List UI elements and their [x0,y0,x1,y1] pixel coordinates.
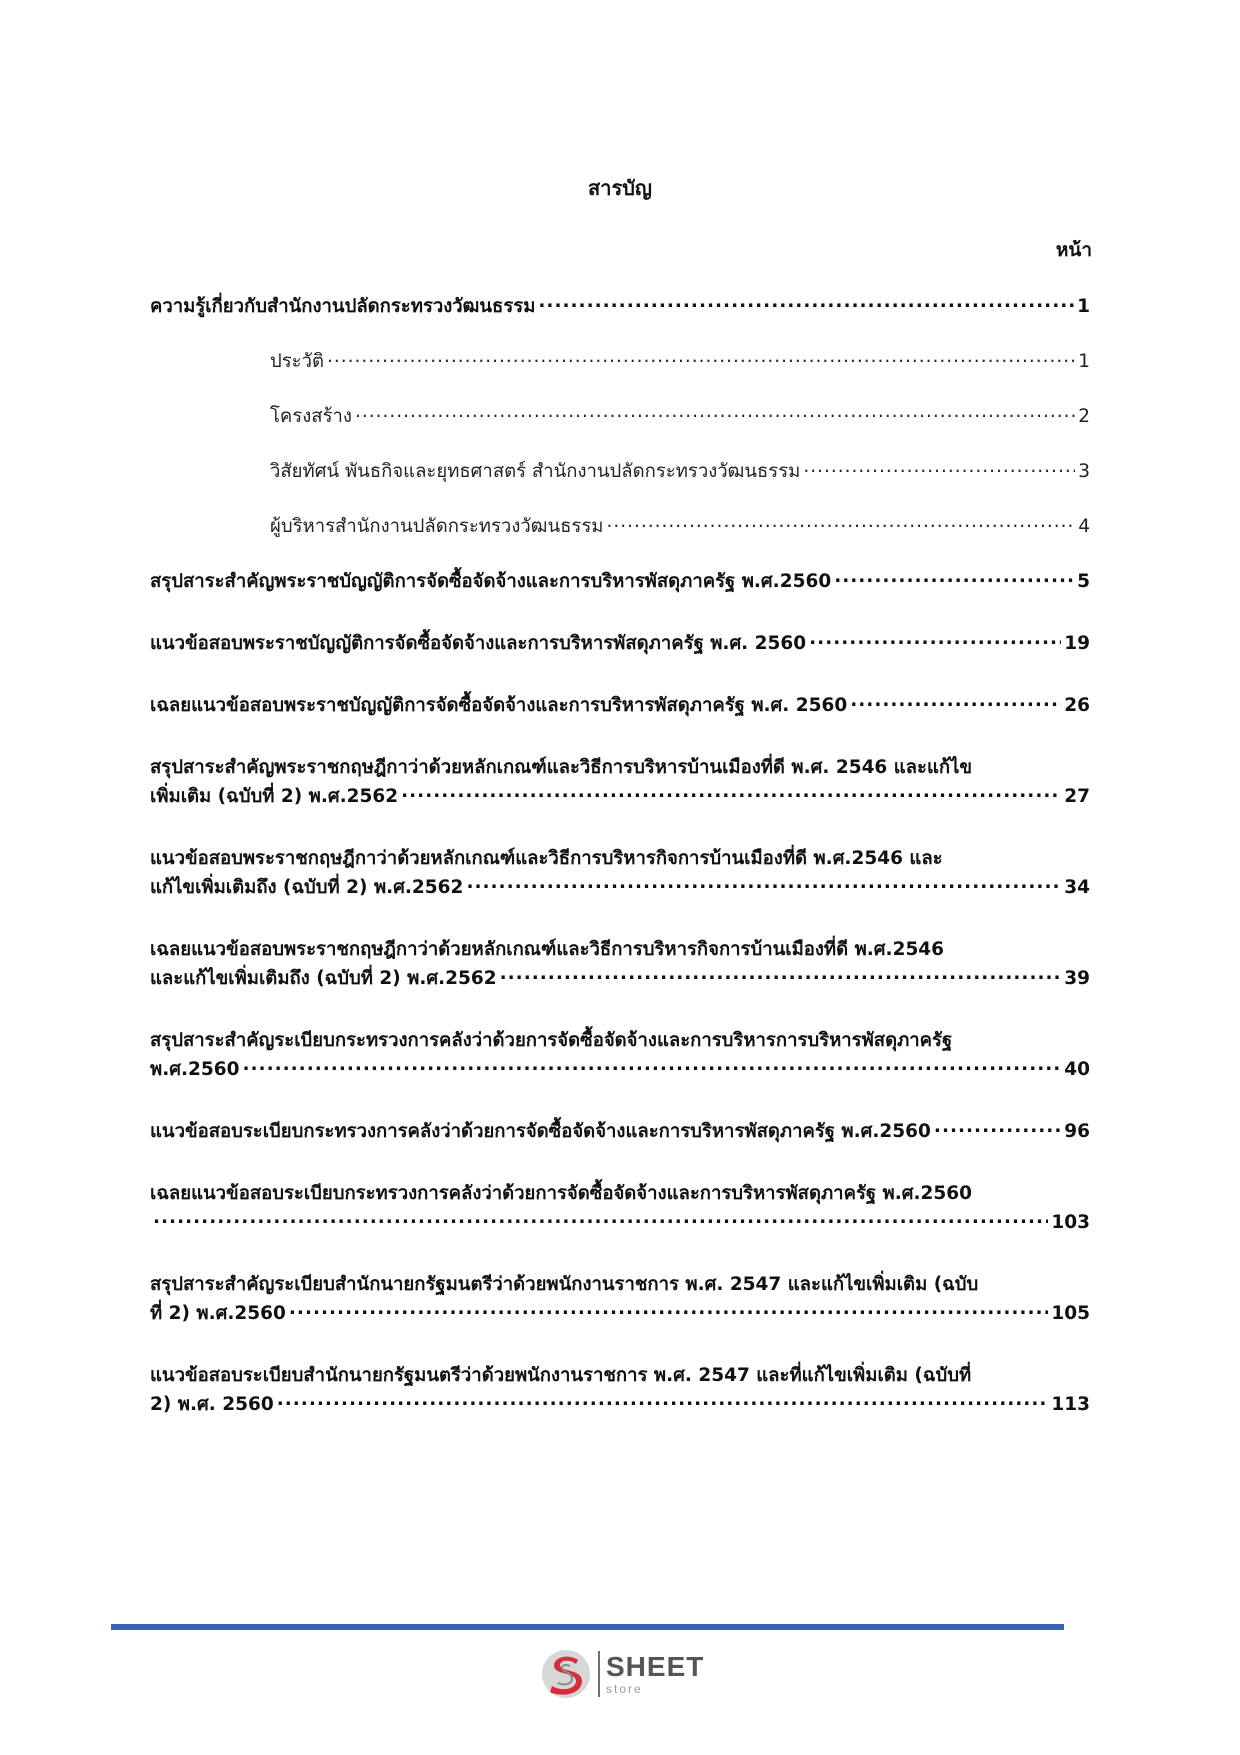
toc-entry [150,567,1090,596]
toc-entry-text: เฉลยแนวข้อสอบระเบียบกระทรวงการคลังว่าด้วยการจัดซื้อจัดจ้างและการบริหารพัสดุภาครัฐ พ.ศ.2560 [150,1183,973,1204]
toc-entry-text: เพิ่มเติม (ฉบับที่ 2) พ.ศ.2562 [150,786,399,807]
logo-word: SHEET [606,1651,705,1682]
page-number: 2 [1078,406,1090,427]
toc-entry [150,935,1090,993]
page-number: 3 [1078,461,1090,482]
toc-entry-text: แนวข้อสอบระเบียบสำนักนายกรัฐมนตรีว่าด้วยพนักงานราชการ พ.ศ. 2547 และที่แก้ไขเพิ่มเติม (ฉบับที่ [150,1365,972,1386]
dot-leader [466,875,1061,894]
dot-leader [242,1057,1061,1076]
toc-entry-text: วิสัยทัศน์ พันธกิจและยุทธศาสตร์ สำนักงานปลัดกระทรวงวัฒนธรรม [270,461,801,482]
logo-wordmark [606,1653,704,1695]
dot-leader [538,294,1074,313]
page-number: 1 [1077,296,1090,317]
page-number: 113 [1051,1394,1090,1415]
page-number: 4 [1078,516,1090,537]
toc-entry-text: และแก้ไขเพิ่มเติมถึง (ฉบับที่ 2) พ.ศ.2562 [150,968,497,989]
toc-entry-text: เฉลยแนวข้อสอบพระราชบัญญัติการจัดซื้อจัดจ้างและการบริหารพัสดุภาครัฐ พ.ศ. 2560 [150,695,848,716]
toc-entry-text: ประวัติ [270,351,325,372]
sheet-store-logo [540,1648,704,1700]
toc-subentry [150,347,1090,376]
toc-entry [150,691,1090,720]
page-number: 34 [1064,877,1090,898]
dot-leader [153,1210,1048,1229]
page-number: 1 [1078,351,1090,372]
page-number: 40 [1064,1059,1090,1080]
toc-entry-text: แก้ไขเพิ่มเติมถึง (ฉบับที่ 2) พ.ศ.2562 [150,877,464,898]
sheet-store-s-icon [540,1648,594,1700]
toc-entry-text: แนวข้อสอบพระราชกฤษฎีกาว่าด้วยหลักเกณฑ์และวิธีการบริหารกิจการบ้านเมืองที่ดี พ.ศ.2546 และ [150,848,943,869]
toc-entry [150,753,1090,811]
dot-leader [500,966,1062,985]
toc-entry [150,1026,1090,1084]
dot-leader [850,693,1061,712]
page-number: 103 [1051,1212,1090,1233]
dot-leader [289,1301,1048,1320]
toc-subentry [150,457,1090,486]
page-column-header: หน้า [1055,239,1092,261]
toc-entry-text: ที่ 2) พ.ศ.2560 [150,1303,286,1324]
toc-entry [150,844,1090,902]
toc-entry [150,1179,1090,1237]
toc-entry [150,1361,1090,1419]
footer-rule [111,1624,1064,1630]
logo-sub: store [606,1682,643,1696]
page-number: 5 [1077,571,1090,592]
toc-entry-text: สรุปสาระสำคัญระเบียบกระทรวงการคลังว่าด้วยการจัดซื้อจัดจ้างและการบริหารการบริหารพัสดุภาครัฐ [150,1030,953,1051]
toc-subentry [150,402,1090,431]
toc-title: สารบัญ [588,176,652,200]
toc-entry-text: 2) พ.ศ. 2560 [150,1394,274,1415]
page-number: 105 [1051,1303,1090,1324]
toc-entry-text: แนวข้อสอบพระราชบัญญัติการจัดซื้อจัดจ้างและการบริหารพัสดุภาครัฐ พ.ศ. 2560 [150,633,807,654]
toc-entry-text: ผู้บริหารสำนักงานปลัดกระทรวงวัฒนธรรม [270,516,604,537]
dot-leader [934,1119,1061,1138]
toc-entry-text: สรุปสาระสำคัญพระราชกฤษฎีกาว่าด้วยหลักเกณฑ์และวิธีการบริหารบ้านเมืองที่ดี พ.ศ. 2546 และแก้ไข [150,757,973,778]
toc-entry-text: เฉลยแนวข้อสอบพระราชกฤษฎีกาว่าด้วยหลักเกณฑ์และวิธีการบริหารกิจการบ้านเมืองที่ดี พ.ศ.2546 [150,939,945,960]
toc-entry-text: ความรู้เกี่ยวกับสำนักงานปลัดกระทรวงวัฒนธรรม [150,296,536,317]
logo-separator [598,1651,600,1697]
toc-entry-text: สรุปสาระสำคัญระเบียบสำนักนายกรัฐมนตรีว่าด้วยพนักงานราชการ พ.ศ. 2547 และแก้ไขเพิ่มเติม (ฉบับ [150,1274,979,1295]
table-of-contents [150,292,1090,1419]
dot-leader [355,404,1075,423]
toc-entry-text: พ.ศ.2560 [150,1059,240,1080]
dot-leader [809,631,1061,650]
dot-leader [803,459,1075,478]
page-number: 26 [1064,695,1090,716]
page-number: 39 [1064,968,1090,989]
dot-leader [606,514,1075,533]
toc-entry [150,292,1090,321]
toc-entry [150,629,1090,658]
dot-leader [834,569,1074,588]
toc-subentry [150,512,1090,541]
page-number: 27 [1064,786,1090,807]
toc-entry-text: โครงสร้าง [270,406,352,427]
toc-entry-text: แนวข้อสอบระเบียบกระทรวงการคลังว่าด้วยการจัดซื้อจัดจ้างและการบริหารพัสดุภาครัฐ พ.ศ.2560 [150,1121,931,1142]
dot-leader [327,349,1075,368]
toc-entry [150,1270,1090,1328]
dot-leader [401,784,1061,803]
page-number: 96 [1064,1121,1090,1142]
toc-entry [150,1117,1090,1146]
toc-entry-text: สรุปสาระสำคัญพระราชบัญญัติการจัดซื้อจัดจ้างและการบริหารพัสดุภาครัฐ พ.ศ.2560 [150,571,832,592]
page-number: 19 [1064,633,1090,654]
dot-leader [277,1392,1049,1411]
